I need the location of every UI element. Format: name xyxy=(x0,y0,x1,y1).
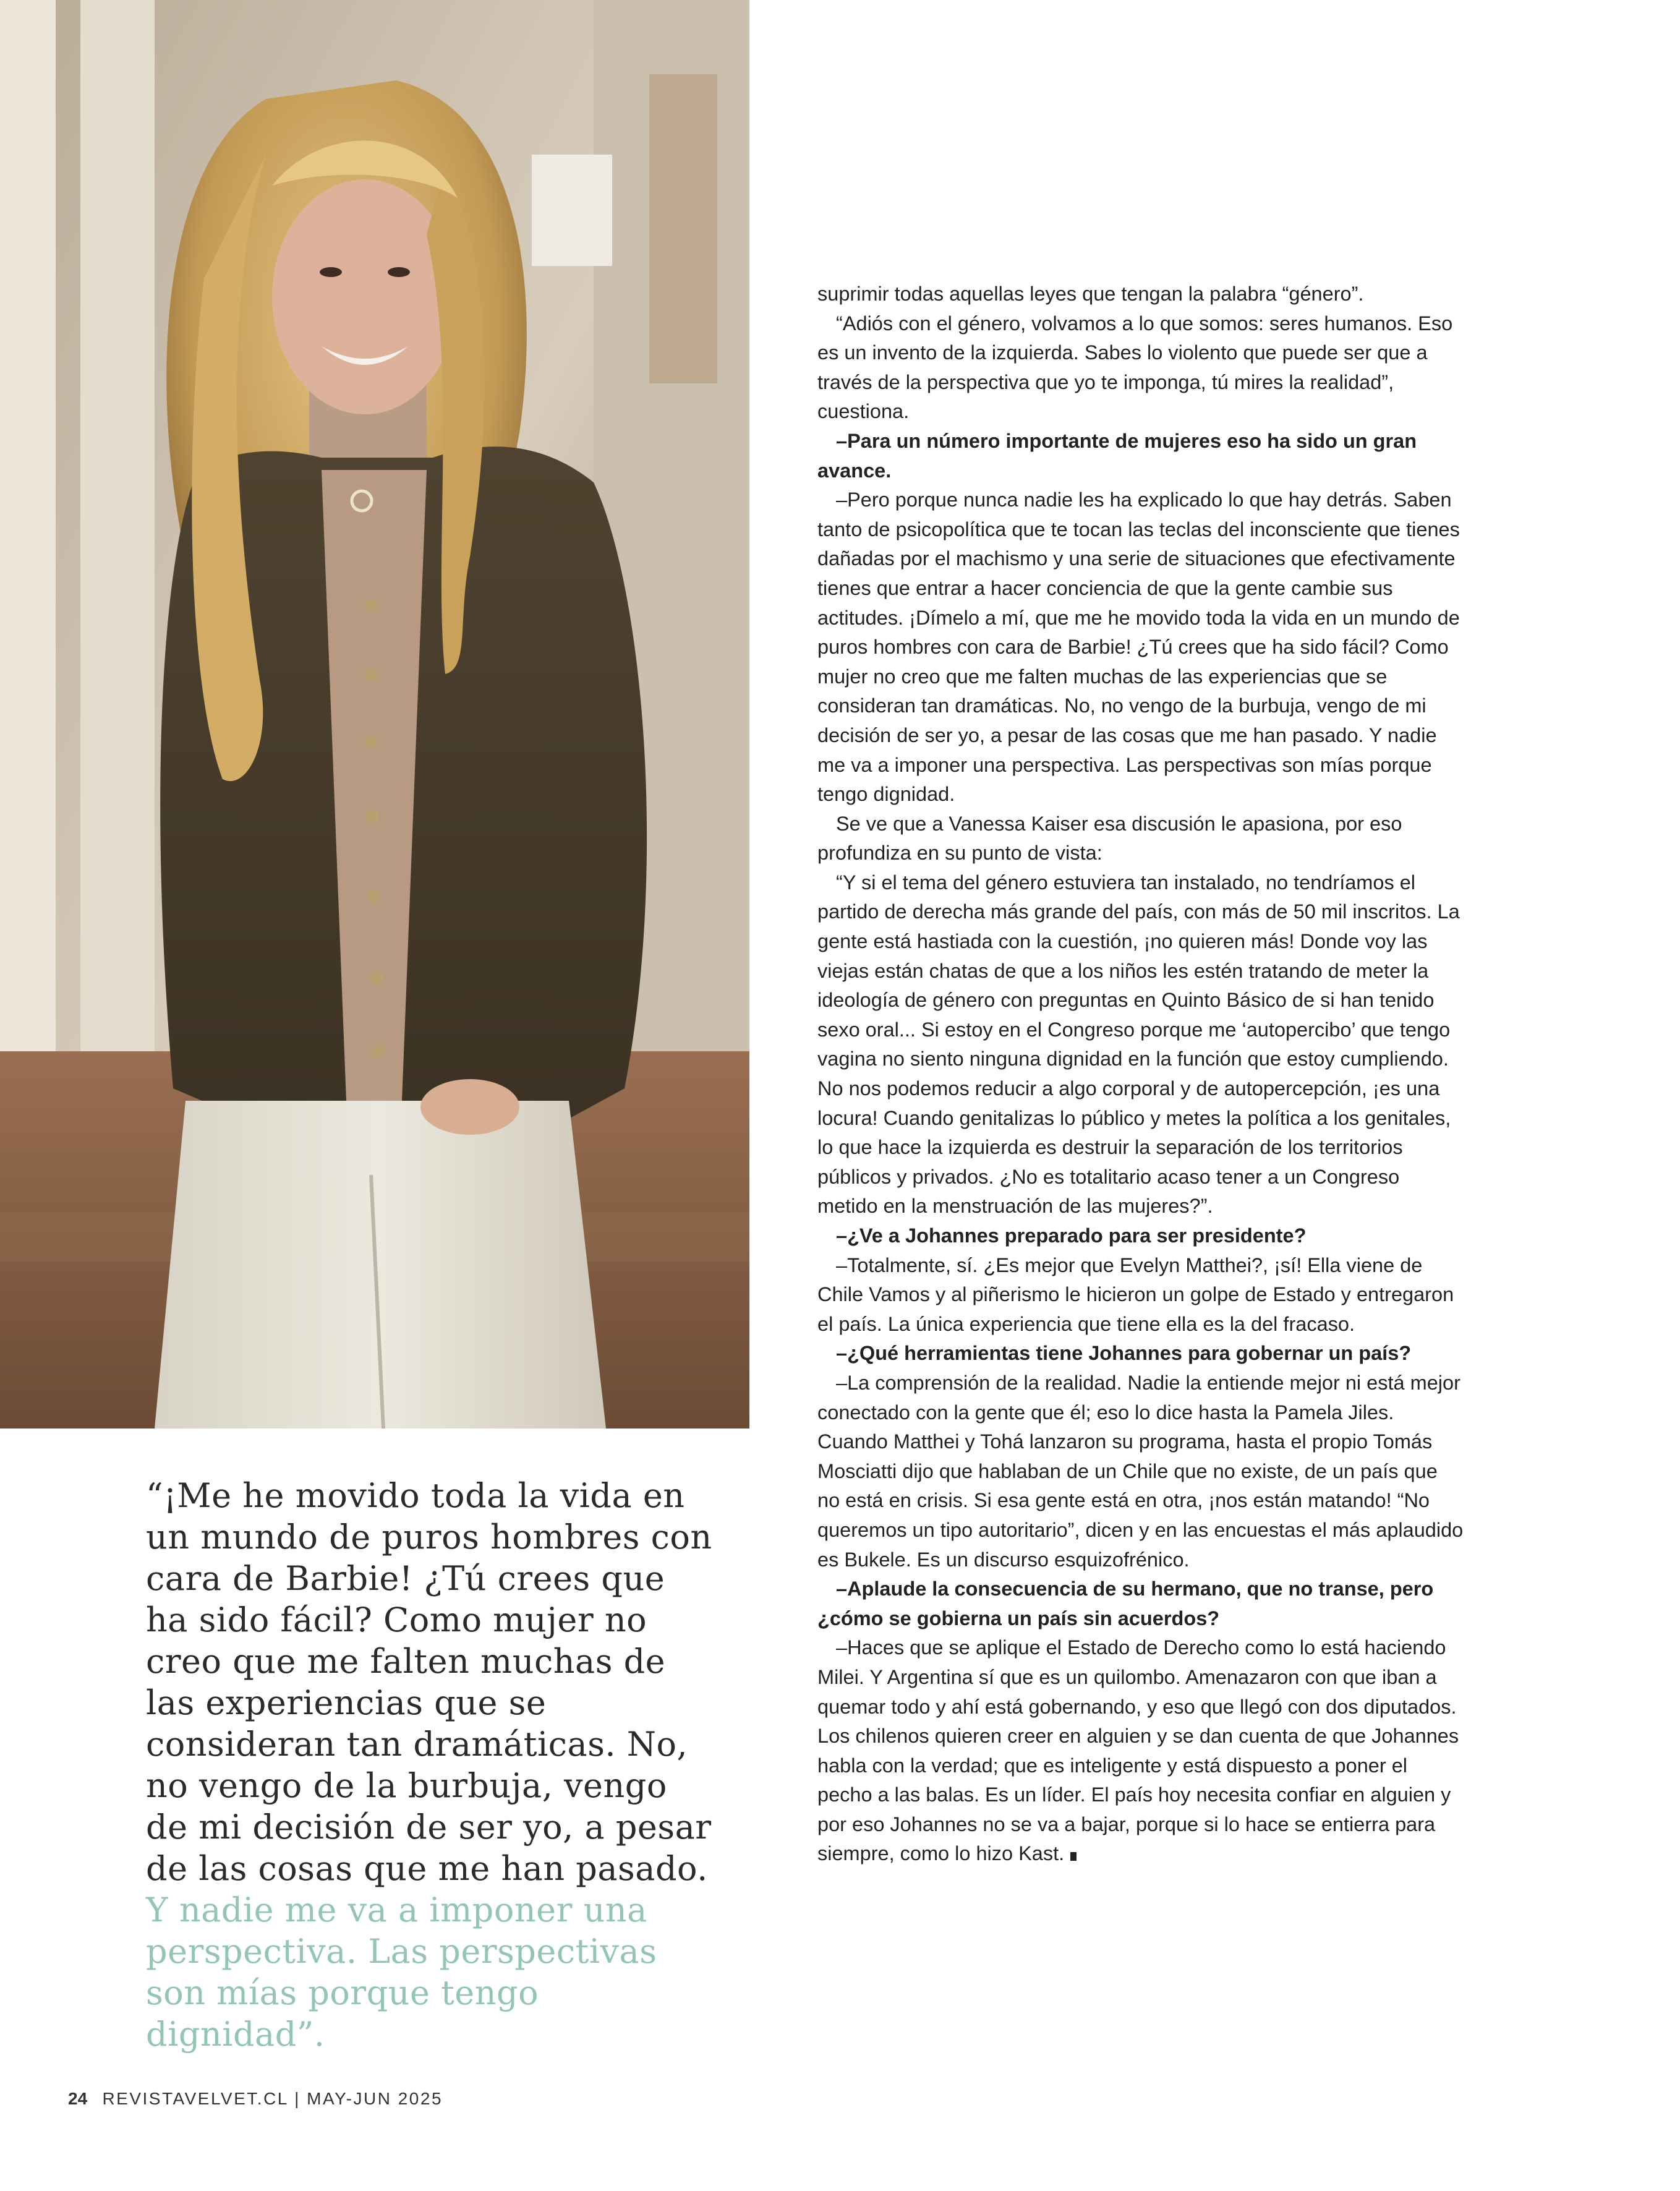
interview-question: –¿Qué herramientas tiene Johannes para gobernar un país? xyxy=(836,1342,1412,1365)
pull-quote-accent: Y nadie me va a imponer una perspectiva. Las perspectivas son mías porque tengo dignidad”. xyxy=(146,1890,657,2054)
pull-quote xyxy=(146,1475,715,2055)
interview-question: –¿Ve a Johannes preparado para ser presidente? xyxy=(836,1224,1307,1247)
article-paragraph-text: –Haces que se aplique el Estado de Derecho como lo está haciendo Milei. Y Argentina sí que es un quilombo. Amenazaron con que iban a quemar todo y ahí está gobernando, y eso que llegó con dos diputados. Los chilenos quieren creer en alguien y se dan cuenta de que Johannes habla con la verdad; que es inteligente y está dispuesto a poner el pecho a las balas. Es un líder. El país hoy necesita confiar en alguien y por eso Johannes no se va a bajar, porque si lo hace se entierra para siempre, como lo hizo Kast. xyxy=(817,1636,1459,1865)
article-paragraph: –Pero porque nunca nadie les ha explicado lo que hay detrás. Saben tanto de psicopolítica que te tocan las teclas del inconsciente que tienes dañadas por el machismo y una serie de situaciones que efectivamente tienes que entrar a hacer conciencia de que la gente cambie sus actitudes. ¡Dímelo a mí, que me he movido toda la vida en un mundo de puros hombres con cara de Barbie! ¿Tú crees que ha sido fácil? Como mujer no creo que me falten muchas de las experiencias que se consideran tan dramáticas. No, no vengo de la burbuja, vengo de mi decisión de ser yo, a pesar de las cosas que me han pasado. Y nadie me va a imponer una perspectiva. Las perspectivas son mías porque tengo dignidad. xyxy=(817,489,1460,806)
article-paragraph: –La comprensión de la realidad. Nadie la entiende mejor ni está mejor conectado con la gente que él; eso lo dice hasta la Pamela Jiles. Cuando Matthei y Tohá lanzaron su programa, hasta el propio Tomás Mosciatti dijo que hablaban de un Chile que no existe, de un país que no está en crisis. Si esa gente está en otra, ¡nos están matando! “No queremos un tipo autoritario”, dicen y en las encuestas el más aplaudido es Bukele. Es un discurso esquizofrénico. xyxy=(817,1371,1464,1571)
end-mark-icon xyxy=(1070,1852,1077,1861)
interview-question: –Aplaude la consecuencia de su hermano, que no transe, pero ¿cómo se gobierna un país sin acuerdos? xyxy=(817,1578,1434,1629)
article-paragraph: –Totalmente, sí. ¿Es mejor que Evelyn Matthei?, ¡sí! Ella viene de Chile Vamos y al piñerismo le hicieron un golpe de Estado y entregaron el país. La única experiencia que tiene ella es la del fracaso. xyxy=(817,1254,1454,1335)
article-paragraph: suprimir todas aquellas leyes que tengan la palabra “género”. xyxy=(817,283,1364,305)
article-paragraph: “Adiós con el género, volvamos a lo que somos: seres humanos. Eso es un invento de la izquierda. Sabes lo violento que puede ser que a través de la perspectiva que yo te imponga, tú mires la realidad”, cuestiona. xyxy=(817,312,1453,423)
article-paragraph-last xyxy=(817,1633,1464,1869)
article-paragraph: Se ve que a Vanessa Kaiser esa discusión le apasiona, por eso profundiza en su punto de vista: xyxy=(817,812,1402,865)
interview-question: –Para un número importante de mujeres eso ha sido un gran avance. xyxy=(817,429,1417,482)
article-paragraph: “Y si el tema del género estuviera tan instalado, no tendríamos el partido de derecha más grande del país, con más de 50 mil inscritos. La gente está hastiada con la cuestión, ¡no quieren más! Donde voy las viejas están chatas de que a los niños les estén tratando de meter la ideología de género con preguntas en Quinto Básico de si han tenido sexo oral... Si estoy en el Congreso porque me ‘autopercibo’ que tengo vagina no siento ninguna dignidad en la función que estoy cumpliendo. No nos podemos reducir a algo corporal y de autopercepción, ¡es una locura! Cuando genitalizas lo público y metes la política a los genitales, lo que hace la izquierda es destruir la separación de los territorios públicos y privados. ¿No es totalitario acaso tener a un Congreso metido en la menstruación de las mujeres?”. xyxy=(817,871,1460,1218)
folio xyxy=(68,2089,443,2109)
article-body xyxy=(817,280,1464,1869)
pull-quote-main: “¡Me he movido toda la vida en un mundo de puros hombres con cara de Barbie! ¿Tú crees que ha sido fácil? Como mujer no creo que me falten muchas de las experiencias que se consideran tan dramáticas. No, no vengo de la burbuja, vengo de mi decisión de ser yo, a pesar de las cosas que me han pasado. xyxy=(146,1476,712,1888)
portrait-photo xyxy=(0,0,749,1429)
folio-text: REVISTAVELVET.CL | MAY-JUN 2025 xyxy=(102,2089,443,2108)
page-number: 24 xyxy=(68,2089,88,2108)
